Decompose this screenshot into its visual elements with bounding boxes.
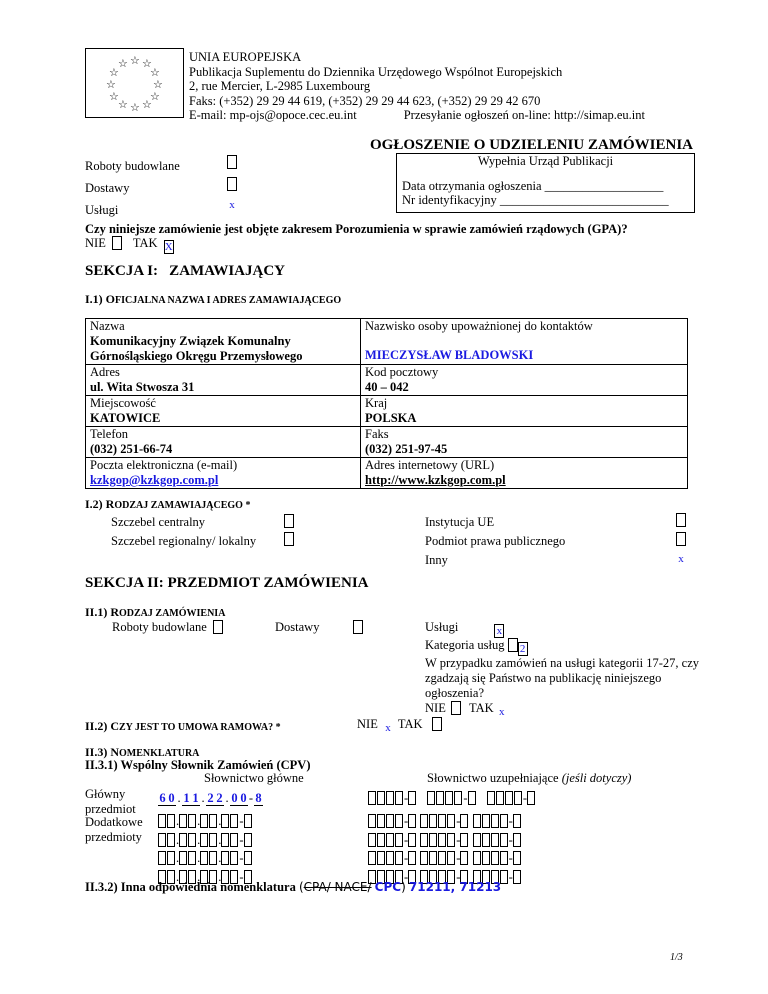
cpv-digit: 6 xyxy=(159,791,166,805)
cpv-main-code: 6 0 . 1 1 . 2 2 . 0 0 - 8 xyxy=(159,791,262,805)
eu-name: UNIA EUROPEJSKA xyxy=(189,50,302,64)
svg-text:☆: ☆ xyxy=(109,90,119,103)
contact-person-value: MIECZYSŁAW BLADOWSKI xyxy=(365,348,534,362)
ii1-services-block: Usługi x Kategoria usług 2 W przypadku zamówień na usługi kategorii 17-27, czy zgadzają się Państwo na publikację niniejszego ogłoszenia? NIE TAK x xyxy=(425,620,699,718)
gpa-tak-checkbox[interactable]: X xyxy=(164,241,173,253)
section-1-title: SEKCJA I: ZAMAWIAJĄCY xyxy=(85,263,286,279)
publisher-info xyxy=(189,50,645,123)
cpv-digit: 1 xyxy=(192,791,199,805)
checkbox-central[interactable] xyxy=(284,514,294,528)
contact-person-label: Nazwisko osoby upoważnionej do kontaktów xyxy=(365,319,593,333)
ii31-heading: II.3.1) Wspólny Słownik Zamówień (CPV) xyxy=(85,758,311,772)
office-box-title: Wypełnia Urząd Publikacji xyxy=(477,154,614,168)
postal-code-value: 40 – 042 xyxy=(365,380,409,394)
page-number: 1/3 xyxy=(670,952,683,963)
ii1-works-checkbox[interactable] xyxy=(213,620,223,634)
authority-type-public-law: Podmiot prawa publicznego xyxy=(425,532,687,551)
address-value: ul. Wita Stwosza 31 xyxy=(90,380,195,394)
ii1-works: Roboty budowlane xyxy=(112,620,223,635)
fax-value: (032) 251-97-45 xyxy=(365,442,448,456)
consent-nie-checkbox[interactable] xyxy=(451,701,461,715)
authority-type-other: Inny x xyxy=(425,551,687,570)
svg-text:☆: ☆ xyxy=(142,57,152,70)
ii1-services-checkbox[interactable]: x xyxy=(494,624,504,638)
cpv-digit: 0 xyxy=(240,791,247,805)
email-address: E-mail: mp-ojs@opoce.cec.eu.int xyxy=(189,108,357,122)
name-value: Komunikacyjny Związek Komunalny xyxy=(90,334,291,348)
authority-type-regional: Szczebel regionalny/ lokalny xyxy=(111,532,301,551)
cpc-values: 71211, 71213 xyxy=(408,880,502,894)
postal-code-label: Kod pocztowy xyxy=(365,365,439,379)
svg-text:☆: ☆ xyxy=(150,90,160,103)
main-object-label: Główny przedmiot xyxy=(85,787,136,816)
eu-flag-logo xyxy=(85,48,184,118)
authority-type-right xyxy=(425,513,687,570)
svg-text:☆: ☆ xyxy=(153,78,163,91)
i2-heading: I.2) RODZAJ ZAMAWIAJĄCEGO * xyxy=(85,497,251,511)
office-use-box xyxy=(396,153,695,213)
receipt-date-line: Data otrzymania ogłoszenia ___________________ xyxy=(402,179,664,193)
phone-label: Telefon xyxy=(90,427,128,441)
main-vocabulary-label: Słownictwo główne xyxy=(204,771,304,785)
gpa-nie-checkbox[interactable] xyxy=(112,236,122,250)
svg-text:☆: ☆ xyxy=(106,78,116,91)
svg-text:☆: ☆ xyxy=(130,54,140,67)
email-link[interactable]: kzkgop@kzkgop.com.pl xyxy=(90,473,219,487)
authority-type-left xyxy=(111,513,301,551)
fax-numbers: Faks: (+352) 29 29 44 619, (+352) 29 29 44 623, (+352) 29 29 42 670 xyxy=(189,93,541,108)
cpv-additional-supplementary[interactable]: - - - - - - - - - - - - xyxy=(368,812,522,886)
framework-nie-checkbox[interactable]: x xyxy=(385,722,391,734)
checkbox-other[interactable]: x xyxy=(678,553,684,565)
svg-text:☆: ☆ xyxy=(118,98,128,111)
phone-value: (032) 251-66-74 xyxy=(90,442,173,456)
country-value: POLSKA xyxy=(365,411,417,425)
country-label: Kraj xyxy=(365,396,388,410)
additional-objects-label: Dodatkowe przedmioty xyxy=(85,815,143,844)
publication-consent-question: W przypadku zamówień na usługi kategorii 17-27, czy xyxy=(425,656,699,670)
category-value-box[interactable]: 2 xyxy=(518,642,528,656)
name-value-2: Górnośląskiego Okręgu Przemysłowego xyxy=(90,349,303,363)
supplementary-vocabulary-label: Słownictwo uzupełniające (jeśli dotyczy) xyxy=(427,771,632,785)
cpv-digit: 2 xyxy=(216,791,223,805)
url-link[interactable]: http://www.kzkgop.com.pl xyxy=(365,473,506,487)
city-value: KATOWICE xyxy=(90,411,161,425)
fax-label: Faks xyxy=(365,427,389,441)
framework-tak-checkbox[interactable] xyxy=(432,717,442,731)
svg-text:☆: ☆ xyxy=(118,57,128,70)
checkbox-regional[interactable] xyxy=(284,532,294,546)
cpv-digit: 1 xyxy=(183,791,190,805)
gpa-answer: NIE TAK X xyxy=(85,236,173,253)
framework-agreement-answer: NIE x TAK xyxy=(357,717,442,736)
city-label: Miejscowość xyxy=(90,396,156,410)
postal-address: 2, rue Mercier, L-2985 Luxembourg xyxy=(189,79,371,93)
svg-text:☆: ☆ xyxy=(150,66,160,79)
ii32-line: II.3.2) Inna odpowiednia nomenklatura (CPA/ NACE/ CPC) 71211, 71213 xyxy=(85,880,502,894)
ii1-heading: II.1) RODZAJ ZAMÓWIENIA xyxy=(85,605,226,619)
address-label: Adres xyxy=(90,365,120,379)
authority-type-eu: Instytucja UE xyxy=(425,513,687,532)
checkbox-works[interactable] xyxy=(227,155,237,169)
email-label: Poczta elektroniczna (e-mail) xyxy=(90,458,238,472)
category-empty-box[interactable] xyxy=(508,638,518,652)
identification-number-line: Nr identyfikacyjny ___________________________ xyxy=(402,193,669,207)
svg-text:☆: ☆ xyxy=(109,66,119,79)
cpc-label: CPC xyxy=(374,880,402,894)
svg-text:☆: ☆ xyxy=(130,101,140,114)
checkbox-eu-institution[interactable] xyxy=(676,513,686,527)
url-label: Adres internetowy (URL) xyxy=(365,458,495,472)
publication-name: Publikacja Suplementu do Dziennika Urzędowego Wspólnot Europejskich xyxy=(189,64,563,79)
i1-heading: I.1) OFICJALNA NAZWA I ADRES ZAMAWIAJĄCEGO xyxy=(85,292,342,306)
svg-text:☆: ☆ xyxy=(142,98,152,111)
cpv-supplementary-main[interactable]: - - - xyxy=(368,791,536,806)
publication-consent-answer: NIE TAK x xyxy=(425,701,699,720)
eu-stars-icon xyxy=(86,49,183,117)
cpv-additional-rows[interactable]: . . . - . . . - . . . - . . . - xyxy=(158,812,253,886)
checkbox-supplies[interactable] xyxy=(227,177,237,191)
contract-type-works: Roboty budowlane xyxy=(85,155,180,177)
name-label: Nazwa xyxy=(90,319,125,333)
ii2-heading: II.2) CZY JEST TO UMOWA RAMOWA? * xyxy=(85,719,281,733)
online-submission: Przesyłanie ogłoszeń on-line: http://simap.eu.int xyxy=(403,108,645,122)
authority-type-central: Szczebel centralny xyxy=(111,513,301,532)
document-title: OGŁOSZENIE O UDZIELENIU ZAMÓWIENIA xyxy=(370,137,693,153)
cpv-digit: 0 xyxy=(168,791,175,805)
cpv-digit: 2 xyxy=(207,791,214,805)
section-2-title: SEKCJA II: PRZEDMIOT ZAMÓWIENIA xyxy=(85,575,369,591)
struck-nomenclature: CPA/ NACE/ xyxy=(303,880,372,894)
checkbox-public-law-body[interactable] xyxy=(676,532,686,546)
checkbox-services[interactable]: x xyxy=(229,199,235,211)
contracting-authority-table xyxy=(85,318,688,489)
cpv-digit: 8 xyxy=(255,791,262,805)
ii3-heading: II.3) NOMENKLATURA xyxy=(85,745,200,759)
contract-type-services: Usługi x xyxy=(85,199,180,221)
consent-tak-checkbox[interactable]: x xyxy=(499,706,505,718)
gpa-question: Czy niniejsze zamówienie jest objęte zakresem Porozumienia w sprawie zamówień rządowych (GPA)? xyxy=(85,222,628,236)
ii1-supplies-checkbox[interactable] xyxy=(353,620,363,634)
contract-type-supplies: Dostawy xyxy=(85,177,180,199)
contract-type-list xyxy=(85,155,235,221)
ii1-supplies: Dostawy xyxy=(275,620,363,635)
cpv-digit: 0 xyxy=(231,791,238,805)
